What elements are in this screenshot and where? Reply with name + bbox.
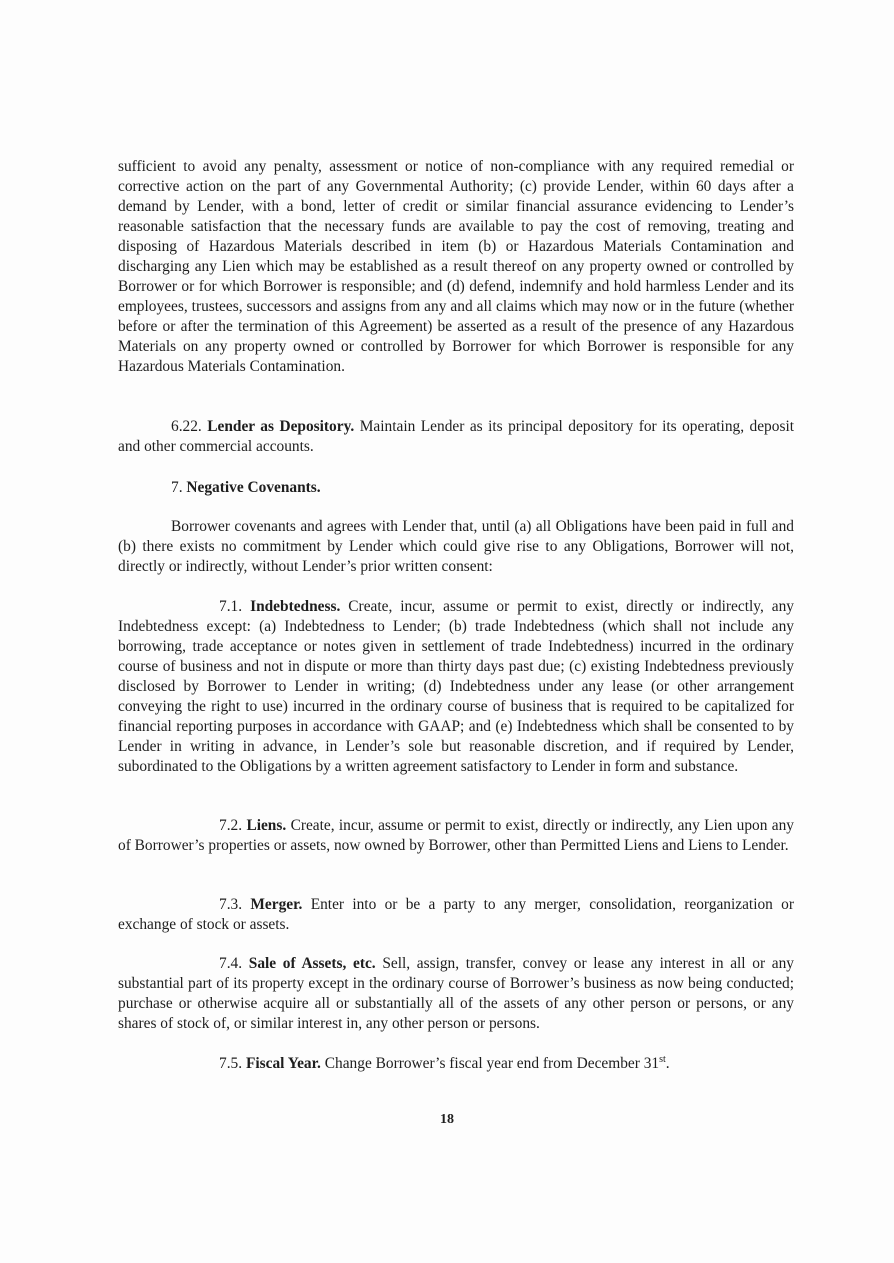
- section-7-5-superscript: st: [659, 1053, 666, 1065]
- section-7-number: 7.: [171, 479, 183, 496]
- page-number: 18: [440, 1112, 454, 1127]
- section-7-4-body: Sell, assign, transfer, convey or lease any interest in all or any substantial part of its property except in the ordinary course of Borrower’s business as now being conducted; purchase or otherwise acquire all or substantially all of the assets of any other person or persons, or any shares of stock of, or similar interest in, any other person or persons.: [118, 955, 794, 1032]
- section-7-5: [118, 1054, 794, 1074]
- section-7-4: [118, 954, 794, 1034]
- section-7-3: [118, 895, 794, 935]
- section-7-2: [118, 816, 794, 856]
- section-6-22: [118, 417, 794, 457]
- section-7-5-trailing: .: [665, 1055, 670, 1072]
- section-7-3-number: 7.3.: [219, 896, 243, 913]
- section-7-title: Negative Covenants.: [186, 479, 321, 496]
- section-7-2-body: Create, incur, assume or permit to exist, directly or indirectly, any Lien upon any of Borrower’s properties or assets, now owned by Borrower, other than Permitted Liens and Liens to Lender.: [118, 817, 794, 854]
- section-6-22-body: Maintain Lender as its principal depository for its operating, deposit and other commercial accounts.: [118, 418, 794, 455]
- section-7-5-body: Change Borrower’s fiscal year end from December 31: [324, 1055, 660, 1072]
- section-7-5-number: 7.5.: [219, 1055, 243, 1072]
- section-6-22-title: Lender as Depository.: [207, 418, 355, 435]
- section-7-heading: [171, 478, 321, 498]
- section-7-4-number: 7.4.: [219, 955, 243, 972]
- section-7-5-title: Fiscal Year.: [245, 1055, 321, 1072]
- section-7-intro: Borrower covenants and agrees with Lender that, until (a) all Obligations have been paid in full and (b) there exists no commitment by Lender which could give rise to any Obligations, Borrower will not, directly or indirectly, without Lender’s prior written consent:: [118, 518, 794, 575]
- section-7-4-title: Sale of Assets, etc.: [248, 955, 376, 972]
- section-7-3-body: Enter into or be a party to any merger, consolidation, reorganization or exchange of stock or assets.: [118, 896, 794, 933]
- section-7-2-number: 7.2.: [219, 817, 243, 834]
- section-7-1-body: Create, incur, assume or permit to exist, directly or indirectly, any Indebtedness except: (a) Indebtedness to Lender; (b) trade Indebtedness (which shall not include any borrowing, trade acceptance or notes given in settlement of trade Indebtedness) incurred in the ordinary course of business and not in dispute or more than thirty days past due; (c) existing Indebtedness previously disclosed by Borrower to Lender in writing; (d) Indebtedness under any lease (or other arrangement conveying the right to use) incurred in the ordinary course of business that is required to be capitalized for financial reporting purposes in accordance with GAAP; and (e) Indebtedness which shall be consented to by Lender in writing in advance, in Lender’s sole but reasonable discretion, and if required by Lender, subordinated to the Obligations by a written agreement satisfactory to Lender in form and substance.: [118, 598, 794, 775]
- continuation-paragraph: sufficient to avoid any penalty, assessment or notice of non-compliance with any required remedial or corrective action on the part of any Governmental Authority; (c) provide Lender, within 60 days after a demand by Lender, with a bond, letter of credit or similar financial assurance evidencing to Lender’s reasonable satisfaction that the necessary funds are available to pay the cost of removing, treating and disposing of Hazardous Materials described in item (b) or Hazardous Materials Contamination and discharging any Lien which may be established as a result thereof on any property owned or controlled by Borrower or for which Borrower is responsible; and (d) defend, indemnify and hold harmless Lender and its employees, trustees, successors and assigns from any and all claims which may now or in the future (whether before or after the termination of this Agreement) be asserted as a result of the presence of any Hazardous Materials on any property owned or controlled by Borrower for which Borrower is responsible for any Hazardous Materials Contamination.: [118, 158, 794, 375]
- section-7-3-title: Merger.: [250, 896, 303, 913]
- section-6-22-number: 6.22.: [171, 418, 202, 435]
- section-7-2-title: Liens.: [246, 817, 287, 834]
- section-7-1-number: 7.1.: [219, 598, 243, 615]
- section-7-1: [118, 597, 794, 777]
- section-7-1-title: Indebtedness.: [250, 598, 341, 615]
